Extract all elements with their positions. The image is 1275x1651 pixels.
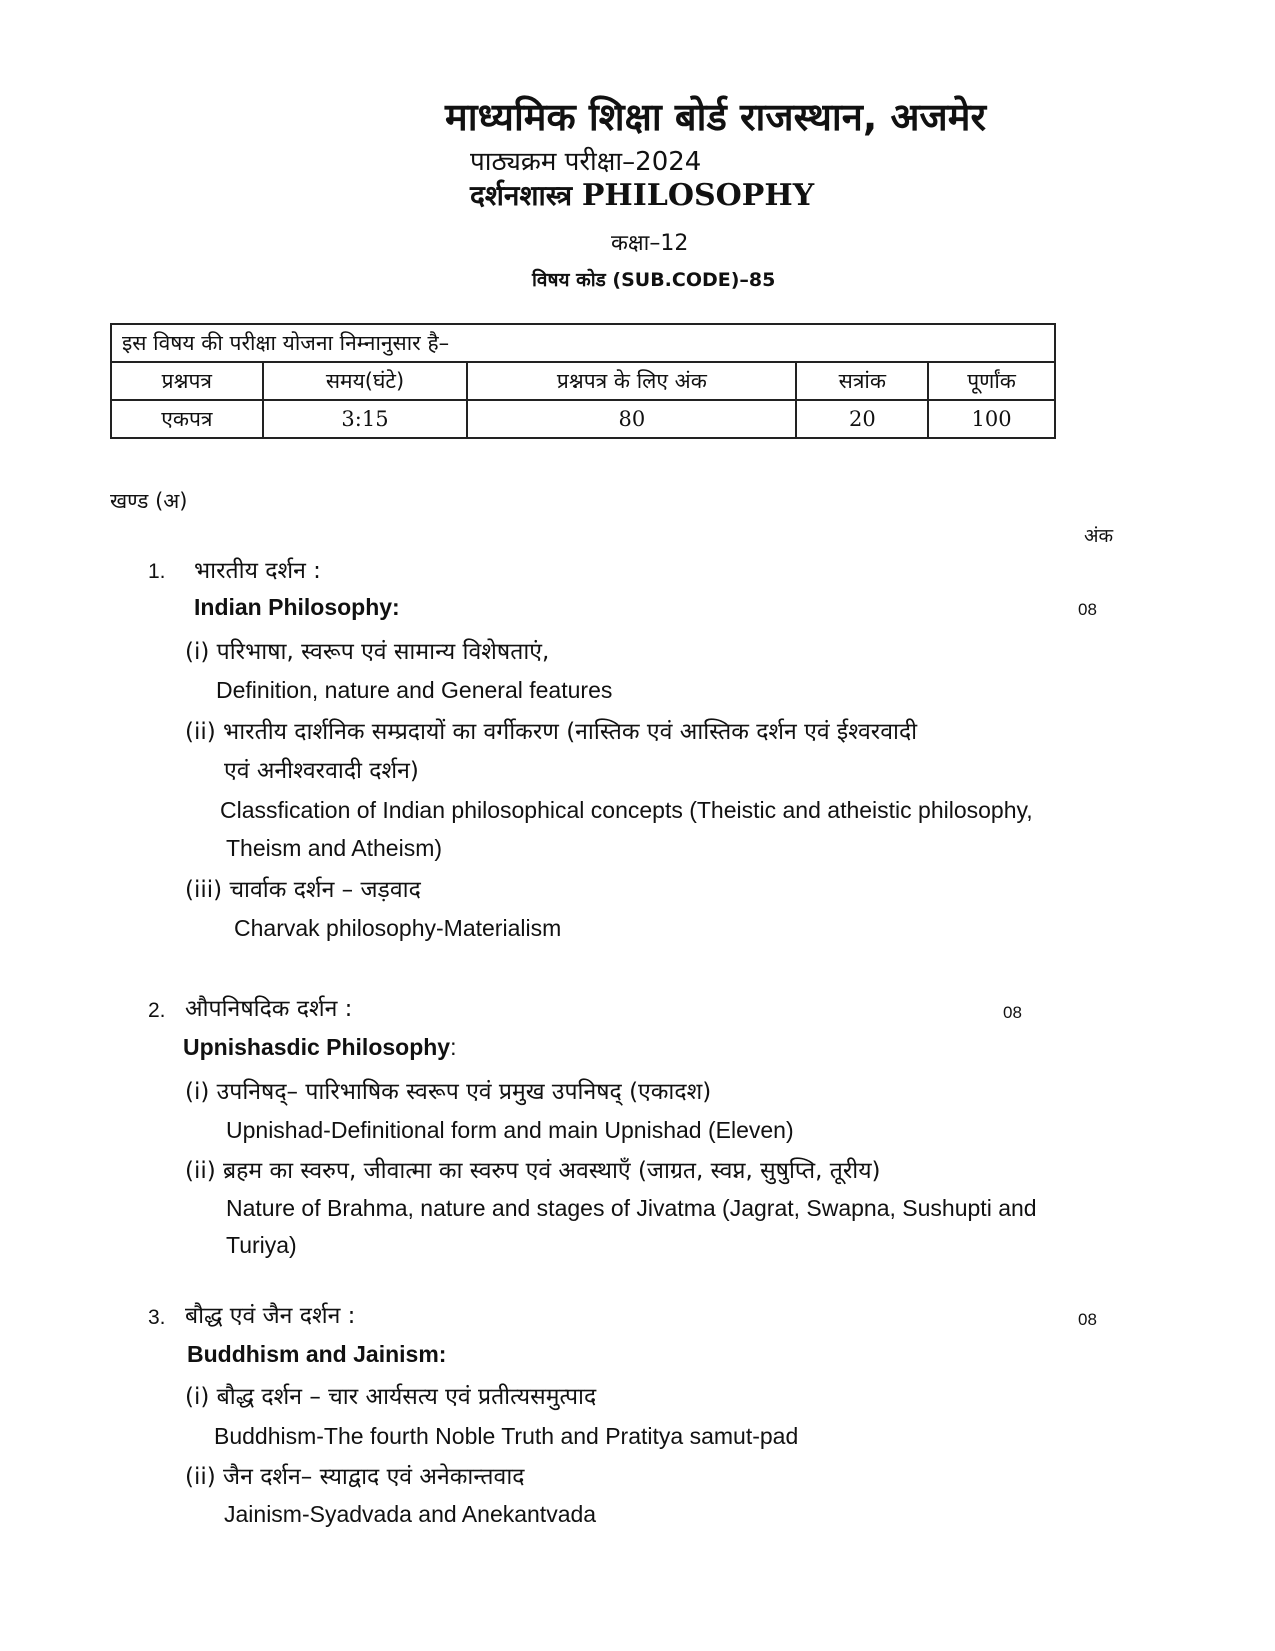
exam-scheme-table bbox=[110, 323, 1056, 439]
unit-title-english: Indian Philosophy: bbox=[194, 594, 400, 620]
list-item bbox=[185, 872, 421, 904]
subject-title bbox=[470, 176, 814, 214]
subject-title-hindi: दर्शनशास्त्र bbox=[470, 179, 573, 212]
item-label: (i) bbox=[185, 639, 210, 665]
table-header-row bbox=[111, 362, 1055, 400]
item-label: (iii) bbox=[185, 877, 223, 903]
item-english-continued: Theism and Atheism) bbox=[226, 835, 443, 861]
list-item bbox=[185, 1074, 711, 1106]
subject-title-english: PHILOSOPHY bbox=[581, 178, 815, 213]
item-label: (ii) bbox=[185, 1158, 216, 1184]
unit-number: 3. bbox=[148, 1306, 166, 1329]
unit-marks: 08 bbox=[1003, 1003, 1022, 1022]
table-row bbox=[111, 400, 1055, 438]
unit-number: 1. bbox=[148, 560, 166, 583]
item-english: Nature of Brahma, nature and stages of Jivatma (Jagrat, Swapna, Sushupti and bbox=[226, 1195, 1037, 1221]
list-item bbox=[185, 1459, 525, 1491]
unit-title-english-text: Upnishasdic Philosophy bbox=[183, 1034, 451, 1060]
item-hindi-continued: एवं अनीश्वरवादी दर्शन) bbox=[224, 758, 419, 784]
table-cell: 3:15 bbox=[263, 400, 468, 438]
list-item bbox=[185, 1153, 881, 1185]
item-hindi: जैन दर्शन– स्याद्वाद एवं अनेकान्तवाद bbox=[223, 1464, 525, 1490]
table-header-cell: पूर्णांक bbox=[928, 362, 1055, 400]
list-item bbox=[185, 1379, 596, 1411]
table-cell: 20 bbox=[796, 400, 928, 438]
table-cell: 80 bbox=[467, 400, 796, 438]
item-english: Jainism-Syadvada and Anekantvada bbox=[224, 1501, 597, 1527]
item-hindi: उपनिषद्– पारिभाषिक स्वरूप एवं प्रमुख उपनिषद् (एकादश) bbox=[216, 1079, 712, 1105]
table-cell: एकपत्र bbox=[111, 400, 263, 438]
board-title: माध्यमिक शिक्षा बोर्ड राजस्थान, अजमेर bbox=[445, 95, 986, 139]
section-label: खण्ड (अ) bbox=[110, 489, 188, 513]
unit-marks: 08 bbox=[1078, 600, 1097, 619]
table-header-cell: प्रश्नपत्र के लिए अंक bbox=[467, 362, 796, 400]
unit-number: 2. bbox=[148, 999, 166, 1022]
unit-title-hindi: औपनिषदिक दर्शन : bbox=[185, 996, 353, 1022]
item-english-continued: Turiya) bbox=[226, 1232, 297, 1258]
unit-title-hindi: बौद्ध एवं जैन दर्शन : bbox=[185, 1303, 356, 1329]
item-english: Buddhism-The fourth Noble Truth and Pratitya samut-pad bbox=[214, 1423, 799, 1449]
unit-title-english: Buddhism and Jainism: bbox=[187, 1341, 447, 1367]
item-label: (ii) bbox=[185, 1464, 216, 1490]
unit-title-hindi: भारतीय दर्शन : bbox=[194, 558, 321, 584]
list-item bbox=[185, 714, 917, 746]
list-item bbox=[185, 634, 549, 666]
subject-code: विषय कोड (SUB.CODE)–85 bbox=[532, 269, 776, 291]
item-hindi: परिभाषा, स्वरूप एवं सामान्य विशेषताएं, bbox=[216, 639, 550, 665]
item-hindi: ब्रहम का स्वरुप, जीवात्मा का स्वरुप एवं अवस्थाएँ (जाग्रत, स्वप्न, सुषुप्ति, तूरीय) bbox=[223, 1158, 881, 1184]
item-label: (i) bbox=[185, 1079, 210, 1105]
table-header-cell: सत्रांक bbox=[796, 362, 928, 400]
table-cell: 100 bbox=[928, 400, 1055, 438]
table-header-cell: समय(घंटे) bbox=[263, 362, 468, 400]
item-label: (ii) bbox=[185, 719, 216, 745]
unit-title-english-suffix: : bbox=[450, 1034, 457, 1060]
item-english: Upnishad-Definitional form and main Upnishad (Eleven) bbox=[226, 1117, 794, 1143]
exam-title: पाठ्यक्रम परीक्षा–2024 bbox=[470, 147, 702, 177]
item-hindi: भारतीय दार्शनिक सम्प्रदायों का वर्गीकरण (नास्तिक एवं आस्तिक दर्शन एवं ईश्वरवादी bbox=[223, 719, 918, 745]
item-english: Classfication of Indian philosophical concepts (Theistic and atheistic philosophy, bbox=[220, 797, 1033, 823]
item-label: (i) bbox=[185, 1384, 210, 1410]
item-english: Definition, nature and General features bbox=[216, 677, 613, 703]
item-hindi: चार्वाक दर्शन – जड़वाद bbox=[229, 877, 421, 903]
unit-title-english bbox=[183, 1034, 457, 1061]
item-hindi: बौद्ध दर्शन – चार आर्यसत्य एवं प्रतीत्यसमुत्पाद bbox=[216, 1384, 597, 1410]
table-header-cell: प्रश्नपत्र bbox=[111, 362, 263, 400]
class-label: कक्षा–12 bbox=[611, 231, 689, 256]
item-english: Charvak philosophy-Materialism bbox=[234, 915, 562, 941]
marks-column-label: अंक bbox=[1084, 525, 1114, 547]
scheme-intro: इस विषय की परीक्षा योजना निम्नानुसार है– bbox=[111, 324, 1055, 362]
unit-marks: 08 bbox=[1078, 1310, 1097, 1329]
